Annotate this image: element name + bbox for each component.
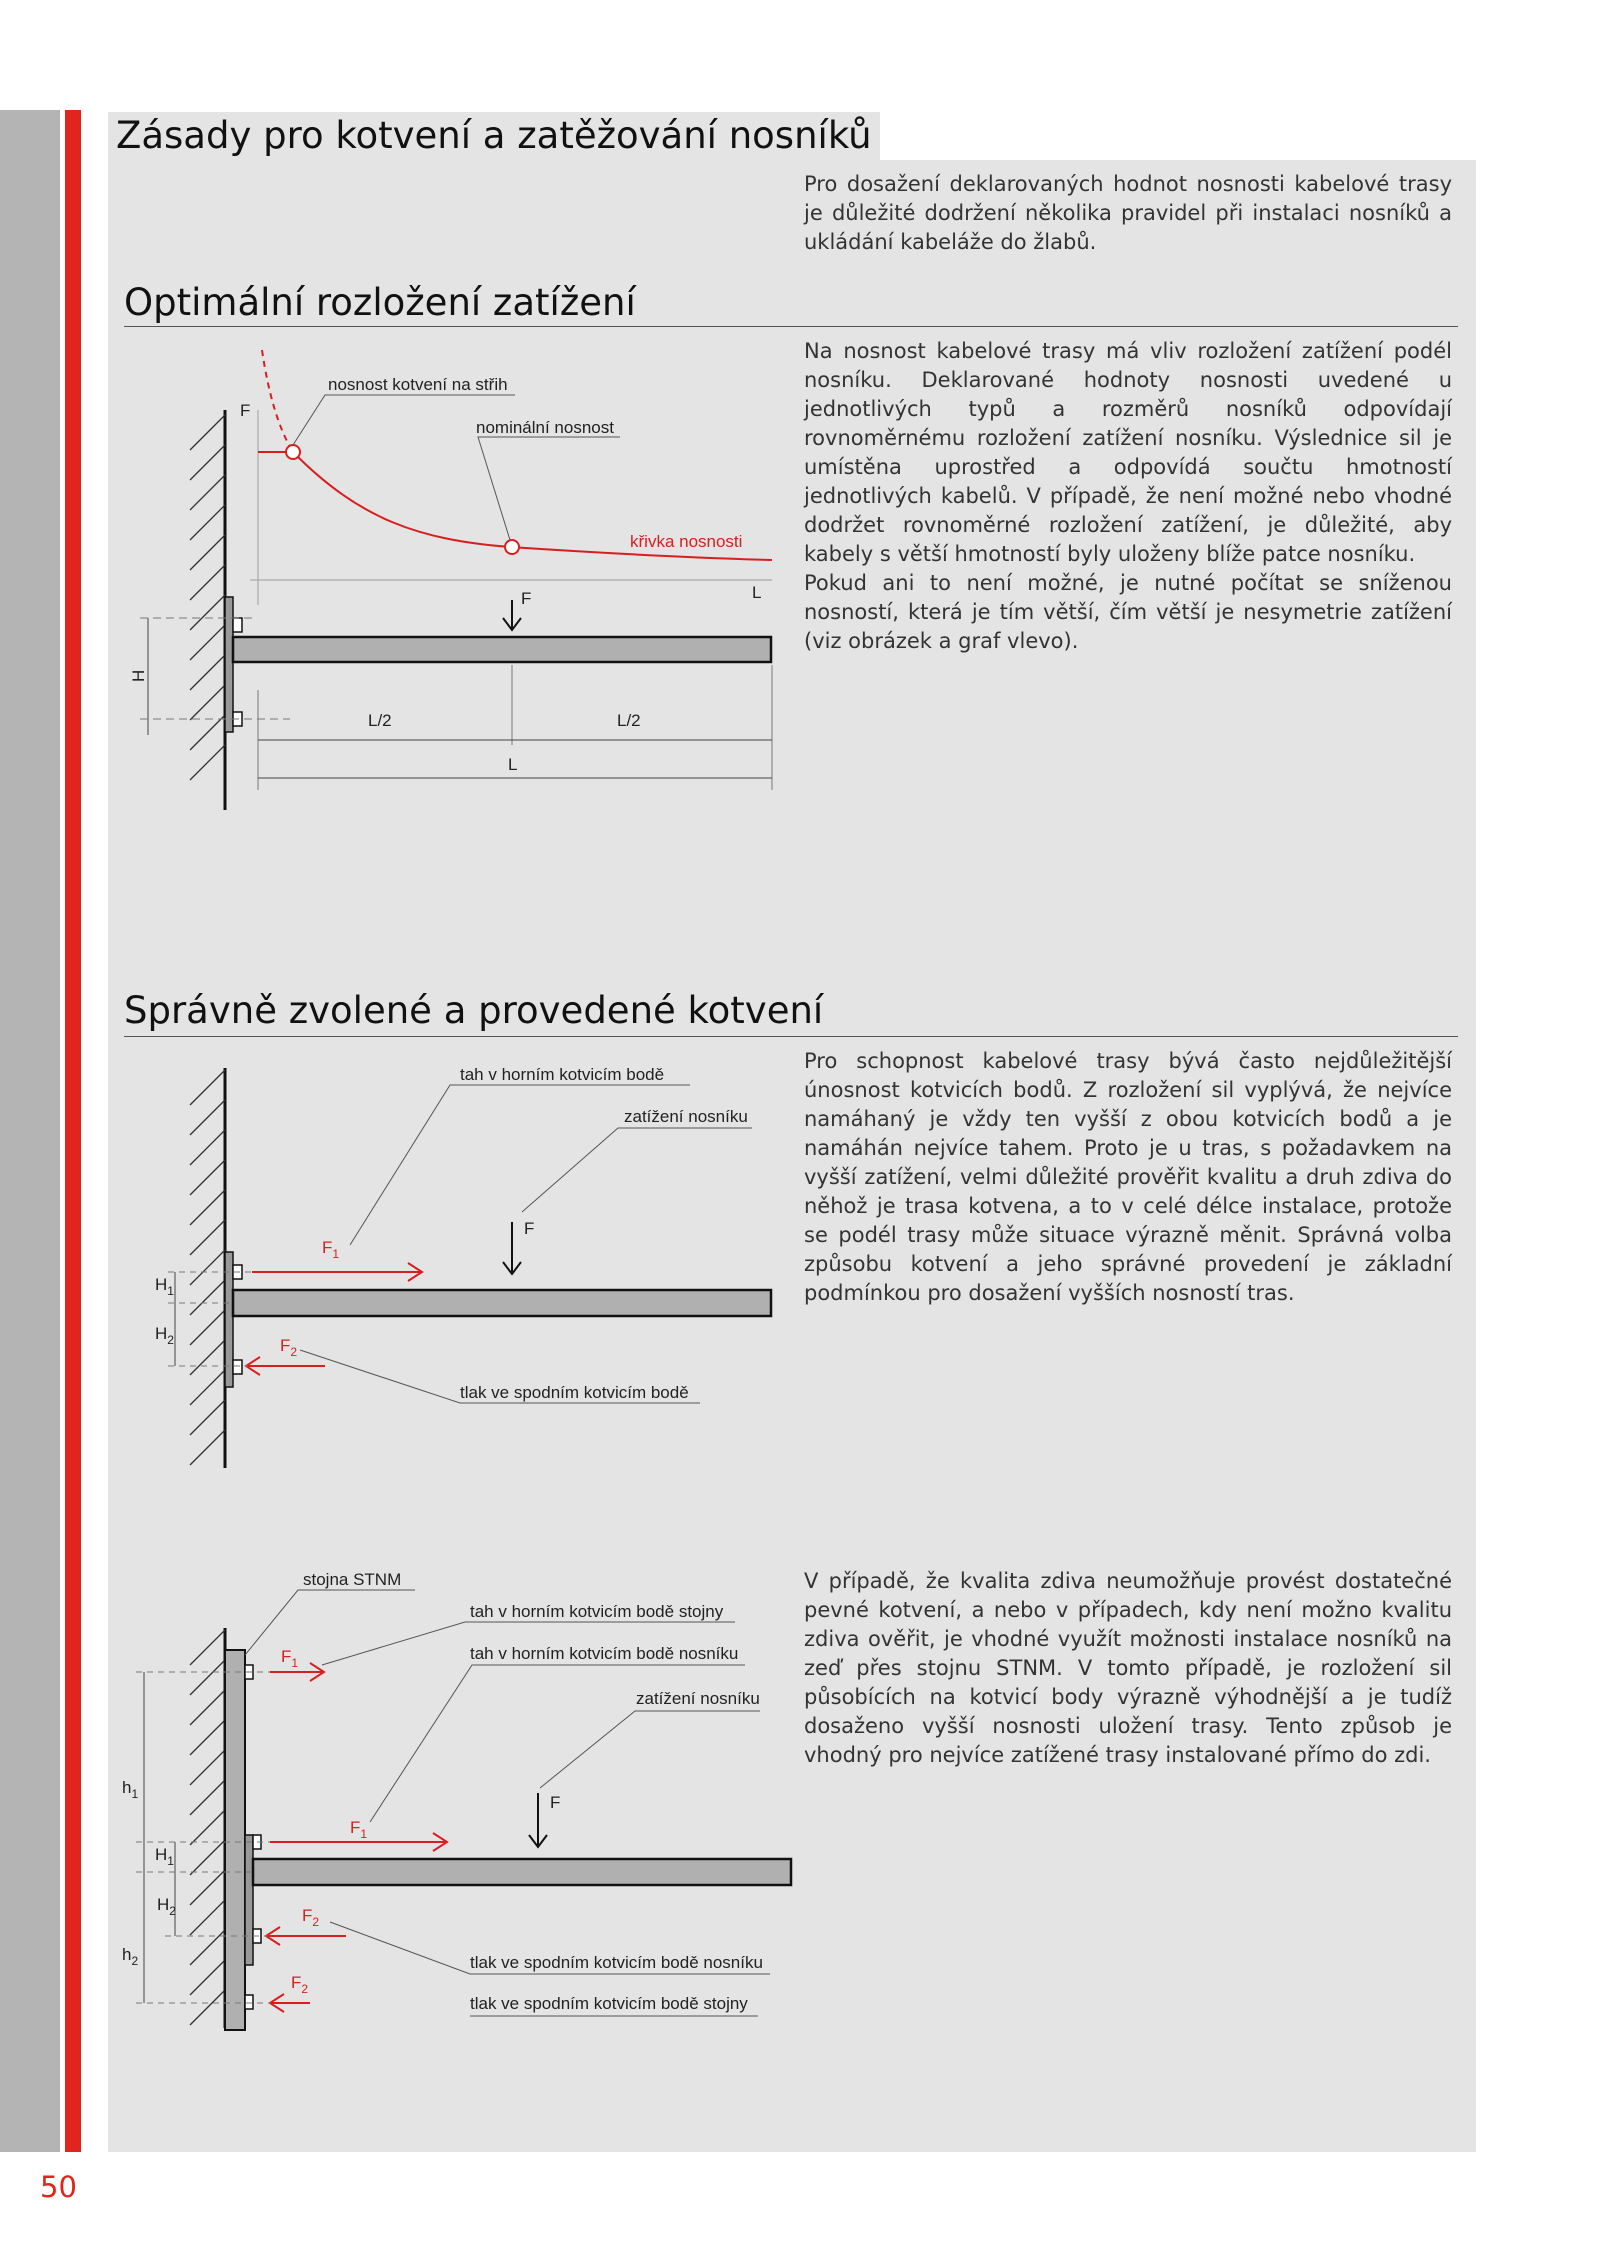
lower-bolt-icon bbox=[233, 1360, 242, 1374]
length-label: L bbox=[508, 755, 518, 774]
beam-tension-force-label: $F_1$ bbox=[350, 1818, 368, 1841]
load-distribution-diagram bbox=[0, 340, 800, 820]
section2-paragraph: Pro schopnost kabelové trasy bývá často nejdůležitější únosnost kotvicích bodů. Z rozložení sil vyplývá, že nejvíce namáhaný je vždy ten vyšší z obou kotvicích bodů a je namáhán nejvíce tahem. Proto je u tras, s požadavkem na vyšší zatížení, velmi důležité prověřit kvalitu a druh zdiva do něhož je trasa kotvena, a to v celé délce instalace, protože se podél trasy může situace výrazně měnit. Správná volba způsobu kotvení a jeho správné provedení je základní podmínkou pro dosažení vyšších nosností tras. bbox=[804, 1049, 1452, 1305]
load-leader-line bbox=[522, 1128, 752, 1212]
half-length-left-label: L/2 bbox=[368, 711, 392, 730]
section3-paragraph: V případě, že kvalita zdiva neumožňuje provést dostatečné pevné kotvení, a nebo v případech, kdy není možno kvalitu zdiva ověřit, je vhodné využít možnosti instalace nosníků na zeď přes stojnu STNM. V tomto případě, je rozložení sil působících na kotvicí body výrazně výhodnější a je tudíž dosaženo vyšší nosnosti uložení trasy. Tento způsob je vhodný pro nejvíce zatížené trasy instalované přímo do zdi. bbox=[804, 1569, 1452, 1767]
post-pressure-label: tlak ve spodním kotvicím bodě stojny bbox=[470, 1994, 748, 2013]
load-label: zatížení nosníku bbox=[624, 1107, 748, 1126]
nominal-capacity-label: nominální nosnost bbox=[476, 418, 614, 437]
half-length-right-label: L/2 bbox=[617, 711, 641, 730]
stnm-leader-line bbox=[245, 1590, 415, 1655]
h1-label: $H_1$ bbox=[155, 1275, 174, 1298]
tension-force-label: $F_1$ bbox=[322, 1238, 340, 1261]
section1-paragraph-1: Na nosnost kabelové trasy má vliv rozložení zatížení podél nosníku. Deklarované hodnoty nosnosti uvedené u jednotlivých typů a rozměrů nosníků odpovídají rovnoměrnému rozložení zatížení nosníku. Výslednice sil je umístěna uprostřed a odpovídá součtu hmotností jednotlivých kabelů. V případě, že není možné nebo vhodné dodržet rovnoměrné rozložení zatížení, je důležité, aby kabely s větší hmotností byly uloženy blíže patce nosníku. bbox=[804, 339, 1452, 566]
stnm-label: stojna STNM bbox=[303, 1570, 402, 1589]
load-leader-line bbox=[540, 1711, 760, 1788]
nominal-leader-line bbox=[478, 437, 620, 540]
shear-limit-curve bbox=[262, 350, 293, 452]
beam-tension-label: tah v horním kotvicím bodě nosníku bbox=[470, 1644, 739, 1663]
capacity-curve-label: křivka nosnosti bbox=[630, 532, 743, 551]
section1-paragraph-2: Pokud ani to není možné, je nutné počítat se sníženou nosností, která je tím větší, čím větší je nesymetrie zatížení (viz obrázek a graf vlevo). bbox=[804, 571, 1452, 653]
section-title-anchoring: Správně zvolené a provedené kotvení bbox=[124, 989, 824, 1032]
section-rule bbox=[124, 1036, 1458, 1037]
bracket-plate bbox=[225, 597, 233, 732]
wall-hatching bbox=[190, 1070, 225, 1465]
h-small-1-label: $h_1$ bbox=[122, 1778, 139, 1801]
page-number: 50 bbox=[40, 2170, 77, 2204]
beam bbox=[253, 1859, 791, 1885]
intro-paragraph: Pro dosažení deklarovaných hodnot nosnosti kabelové trasy je důležité dodržení několika pravidel při instalaci nosníků a ukládání kabeláže do žlabů. bbox=[804, 172, 1452, 254]
pressure-label: tlak ve spodním kotvicím bodě bbox=[460, 1383, 689, 1402]
load-force-label: F bbox=[524, 1219, 535, 1238]
load-force-label: F bbox=[550, 1793, 561, 1812]
axis-l-label: L bbox=[752, 583, 762, 602]
beam bbox=[233, 1290, 771, 1316]
post-bottom-bolt-icon bbox=[245, 1995, 253, 2009]
post-anchoring-diagram bbox=[0, 1560, 800, 2060]
page-title: Zásady pro kotvení a zatěžování nosníků bbox=[108, 112, 880, 160]
h2-label: $H_2$ bbox=[155, 1324, 174, 1347]
section-title-load-distribution: Optimální rozložení zatížení bbox=[124, 281, 636, 324]
section1-text bbox=[804, 337, 1452, 656]
height-label: H bbox=[129, 669, 148, 682]
load-label: zatížení nosníku bbox=[636, 1689, 760, 1708]
post-tension-force-label: $F_1$ bbox=[281, 1647, 299, 1670]
post-tension-label: tah v horním kotvicím bodě stojny bbox=[470, 1602, 724, 1621]
wall-hatching bbox=[190, 415, 225, 780]
beam bbox=[233, 637, 771, 662]
H1-label: $H_1$ bbox=[155, 1845, 174, 1868]
pressure-force-label: $F_2$ bbox=[280, 1336, 298, 1359]
tension-label: tah v horním kotvicím bodě bbox=[460, 1065, 665, 1084]
axis-f-label: F bbox=[240, 401, 251, 420]
bracket-plate bbox=[245, 1835, 253, 1965]
stnm-post bbox=[225, 1650, 245, 2030]
wall-hatching bbox=[190, 1630, 225, 2025]
shear-capacity-point bbox=[286, 445, 300, 459]
anchoring-diagram bbox=[0, 1050, 800, 1490]
shear-capacity-label: nosnost kotvení na střih bbox=[328, 375, 508, 394]
nominal-capacity-point bbox=[505, 540, 519, 554]
beam-pressure-label: tlak ve spodním kotvicím bodě nosníku bbox=[470, 1953, 763, 1972]
beam-pressure-force-label: $F_2$ bbox=[302, 1906, 320, 1929]
H2-label: $H_2$ bbox=[157, 1895, 176, 1918]
upper-bolt-icon bbox=[233, 618, 242, 632]
h-small-2-label: $h_2$ bbox=[122, 1945, 139, 1968]
post-pressure-force-label: $F_2$ bbox=[291, 1973, 309, 1996]
force-label: F bbox=[521, 589, 532, 608]
section-rule bbox=[124, 326, 1458, 327]
